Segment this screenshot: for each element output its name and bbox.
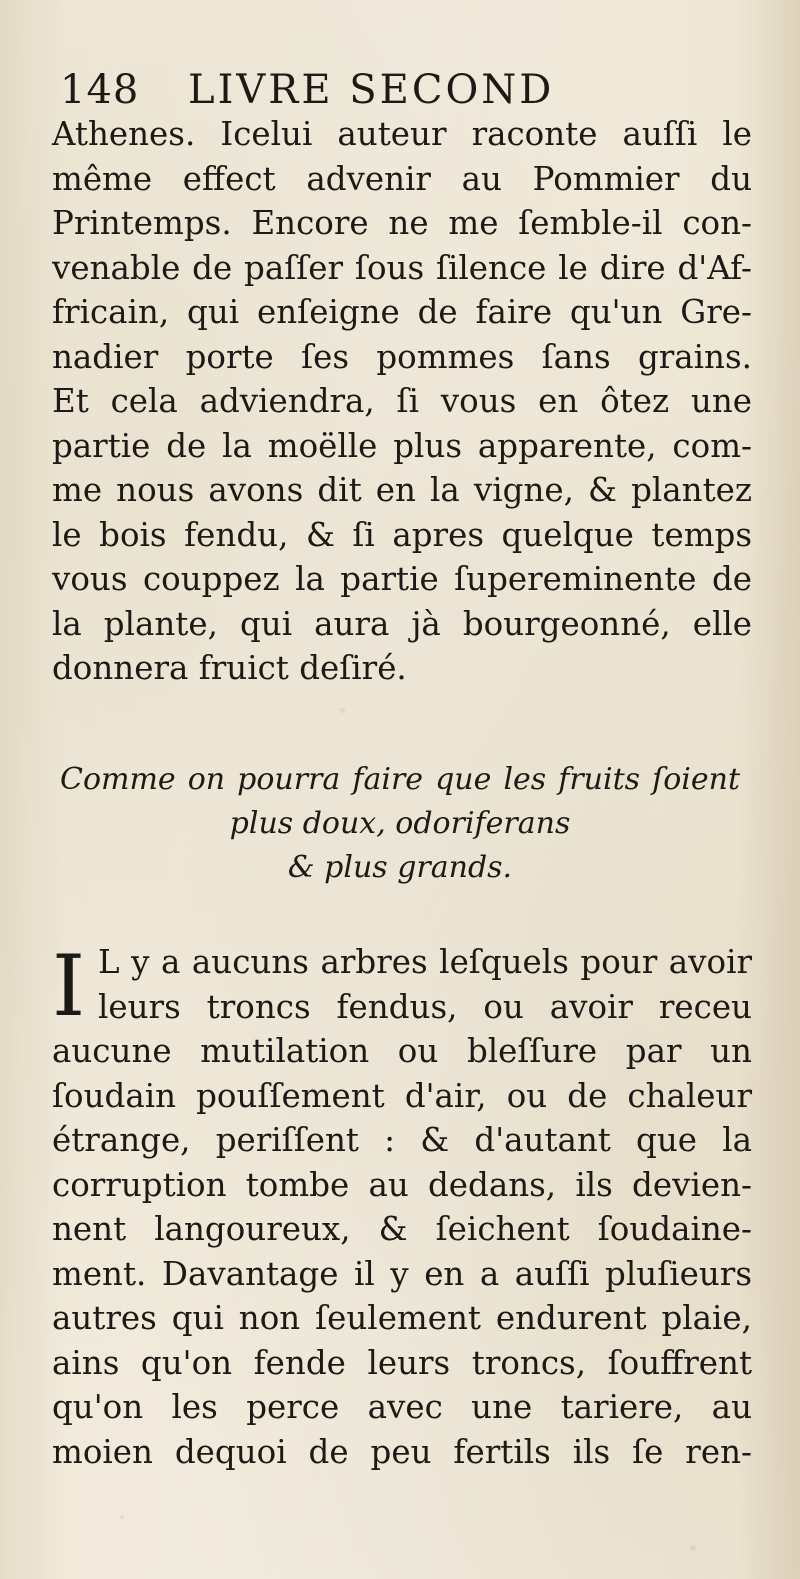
heading-line: Comme on pourra faire que les fruits ſoient: [60, 762, 740, 797]
text-line: leurs troncs fendus, ou avoir receu: [98, 987, 752, 1026]
text-line: partie de la moëlle plus apparente, com-: [52, 426, 752, 465]
running-head: [60, 62, 740, 118]
text-line-last: donnera fruict deſiré.: [52, 649, 407, 687]
heading-line: & plus grands.: [287, 850, 513, 885]
heading-line: plus doux, odoriferans: [229, 806, 571, 841]
text-line: ains qu'on fende leurs troncs, ſouffrent: [52, 1343, 752, 1382]
text-line: moien dequoi de peu fertils ils ſe ren-: [52, 1432, 752, 1471]
text-line: nadier porte ſes pommes ſans grains.: [52, 337, 752, 376]
text-line: venable de paſſer ſous ſilence le dire d'Af-: [52, 248, 752, 287]
text-line: étrange, periſſent : & d'autant que la: [52, 1121, 752, 1159]
running-title: LIVRE SECOND: [188, 67, 555, 113]
text-line: me nous avons dit en la vigne, & plantez: [52, 471, 752, 509]
text-line: Et cela adviendra, ſi vous en ôtez une: [52, 382, 752, 420]
paragraph-2: [52, 937, 752, 1474]
paragraph-1: [52, 112, 752, 691]
drop-cap: I: [52, 937, 86, 1035]
text-line: fricain, qui enſeigne de faire qu'un Gre-: [52, 293, 752, 331]
text-line: la plante, qui aura jà bourgeonné, elle: [52, 604, 752, 643]
text-line: autres qui non ſeulement endurent plaie,: [52, 1299, 752, 1337]
text-line: Athenes. Icelui auteur raconte auſſi le: [52, 115, 752, 153]
text-line: qu'on les perce avec une tariere, au: [52, 1388, 752, 1426]
text-line: corruption tombe au dedans, ils devien-: [52, 1165, 752, 1204]
text-line: L y a aucuns arbres leſquels pour avoir: [98, 943, 752, 981]
text-line: ment. Davantage il y en a auſſi pluſieurs: [52, 1254, 752, 1293]
page-number: 148: [60, 67, 140, 113]
paper-speck: [690, 1545, 696, 1551]
paper-speck: [120, 1515, 124, 1519]
paper-speck: [340, 708, 345, 713]
text-line: vous couppez la partie ſupereminente de: [52, 560, 752, 598]
text-line: Printemps. Encore ne me ſemble-il con-: [52, 204, 752, 242]
text-line: aucune mutilation ou bleſſure par un: [52, 1032, 752, 1070]
text-line: ſoudain pouſſement d'air, ou de chaleur: [52, 1076, 752, 1115]
text-line: le bois fendu, & ſi apres quelque temps: [52, 515, 752, 554]
chapter-heading: [60, 758, 740, 890]
text-line: nent langoureux, & ſeichent ſoudaine-: [52, 1210, 752, 1248]
text-line: même effect advenir au Pommier du: [52, 159, 752, 198]
